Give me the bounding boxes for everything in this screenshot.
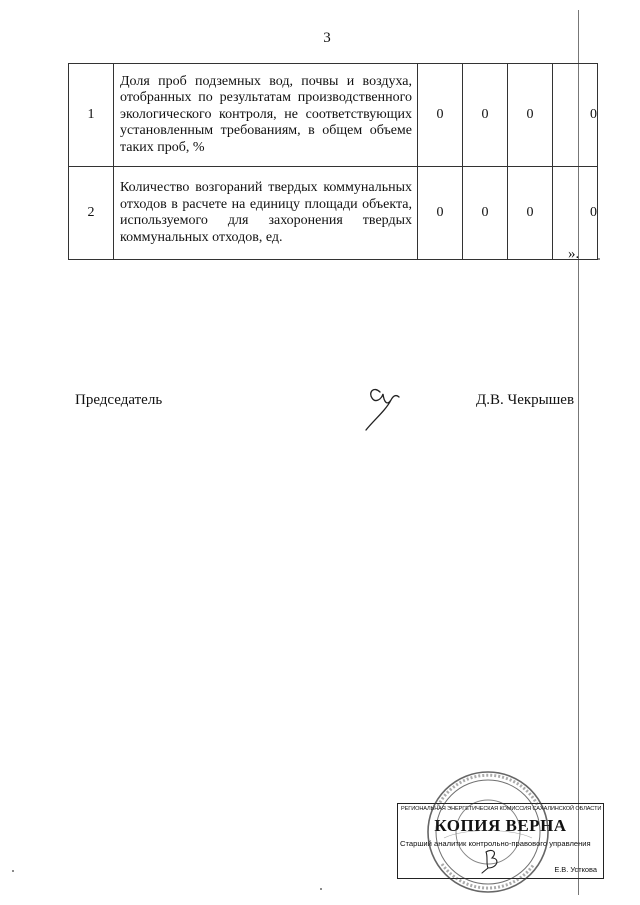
certification-position: Старший аналитик контрольно-правового управления — [400, 839, 591, 848]
closing-quote: ». — [568, 246, 580, 262]
row-value: 0 — [418, 64, 463, 167]
certification-signer: Е.В. Усткова — [554, 865, 597, 874]
row-description: Количество возгораний твердых коммунальных отходов в расчете на единицу площади объекта, используемого для захоронения твердых коммунальных отходов, ед. — [114, 167, 418, 260]
certification-organization: РЕГИОНАЛЬНАЯ ЭНЕРГЕТИЧЕСКАЯ КОМИССИЯ САХАЛИНСКОЙ ОБЛАСТИ — [401, 806, 602, 812]
page-number: 3 — [323, 30, 331, 46]
scan-artifact — [12, 870, 14, 872]
row-number: 2 — [69, 167, 114, 260]
scan-artifact — [320, 888, 322, 890]
indicators-table — [68, 63, 598, 260]
row-value: 0 — [418, 167, 463, 260]
certification-title: КОПИЯ ВЕРНА — [434, 816, 567, 835]
certification-stamp — [397, 803, 604, 879]
row-description: Доля проб подземных вод, почвы и воздуха, отобранных по результатам производственного экологического контроля, не соответствующих установленным требованиям, в общем объеме таких проб, % — [114, 64, 418, 167]
row-value: 0 — [508, 64, 553, 167]
table-row — [69, 167, 598, 260]
row-value: 0 — [553, 64, 598, 167]
certification-signature — [476, 848, 506, 874]
handwritten-signature — [360, 376, 410, 432]
row-value: 0 — [553, 167, 598, 260]
chairman-name: Д.В. Чекрышев — [476, 392, 575, 408]
table-row — [69, 64, 598, 167]
row-value: 0 — [508, 167, 553, 260]
scan-artifact — [598, 258, 600, 260]
row-value: 0 — [463, 167, 508, 260]
row-value: 0 — [463, 64, 508, 167]
chairman-title: Председатель — [75, 392, 163, 408]
row-number: 1 — [69, 64, 114, 167]
